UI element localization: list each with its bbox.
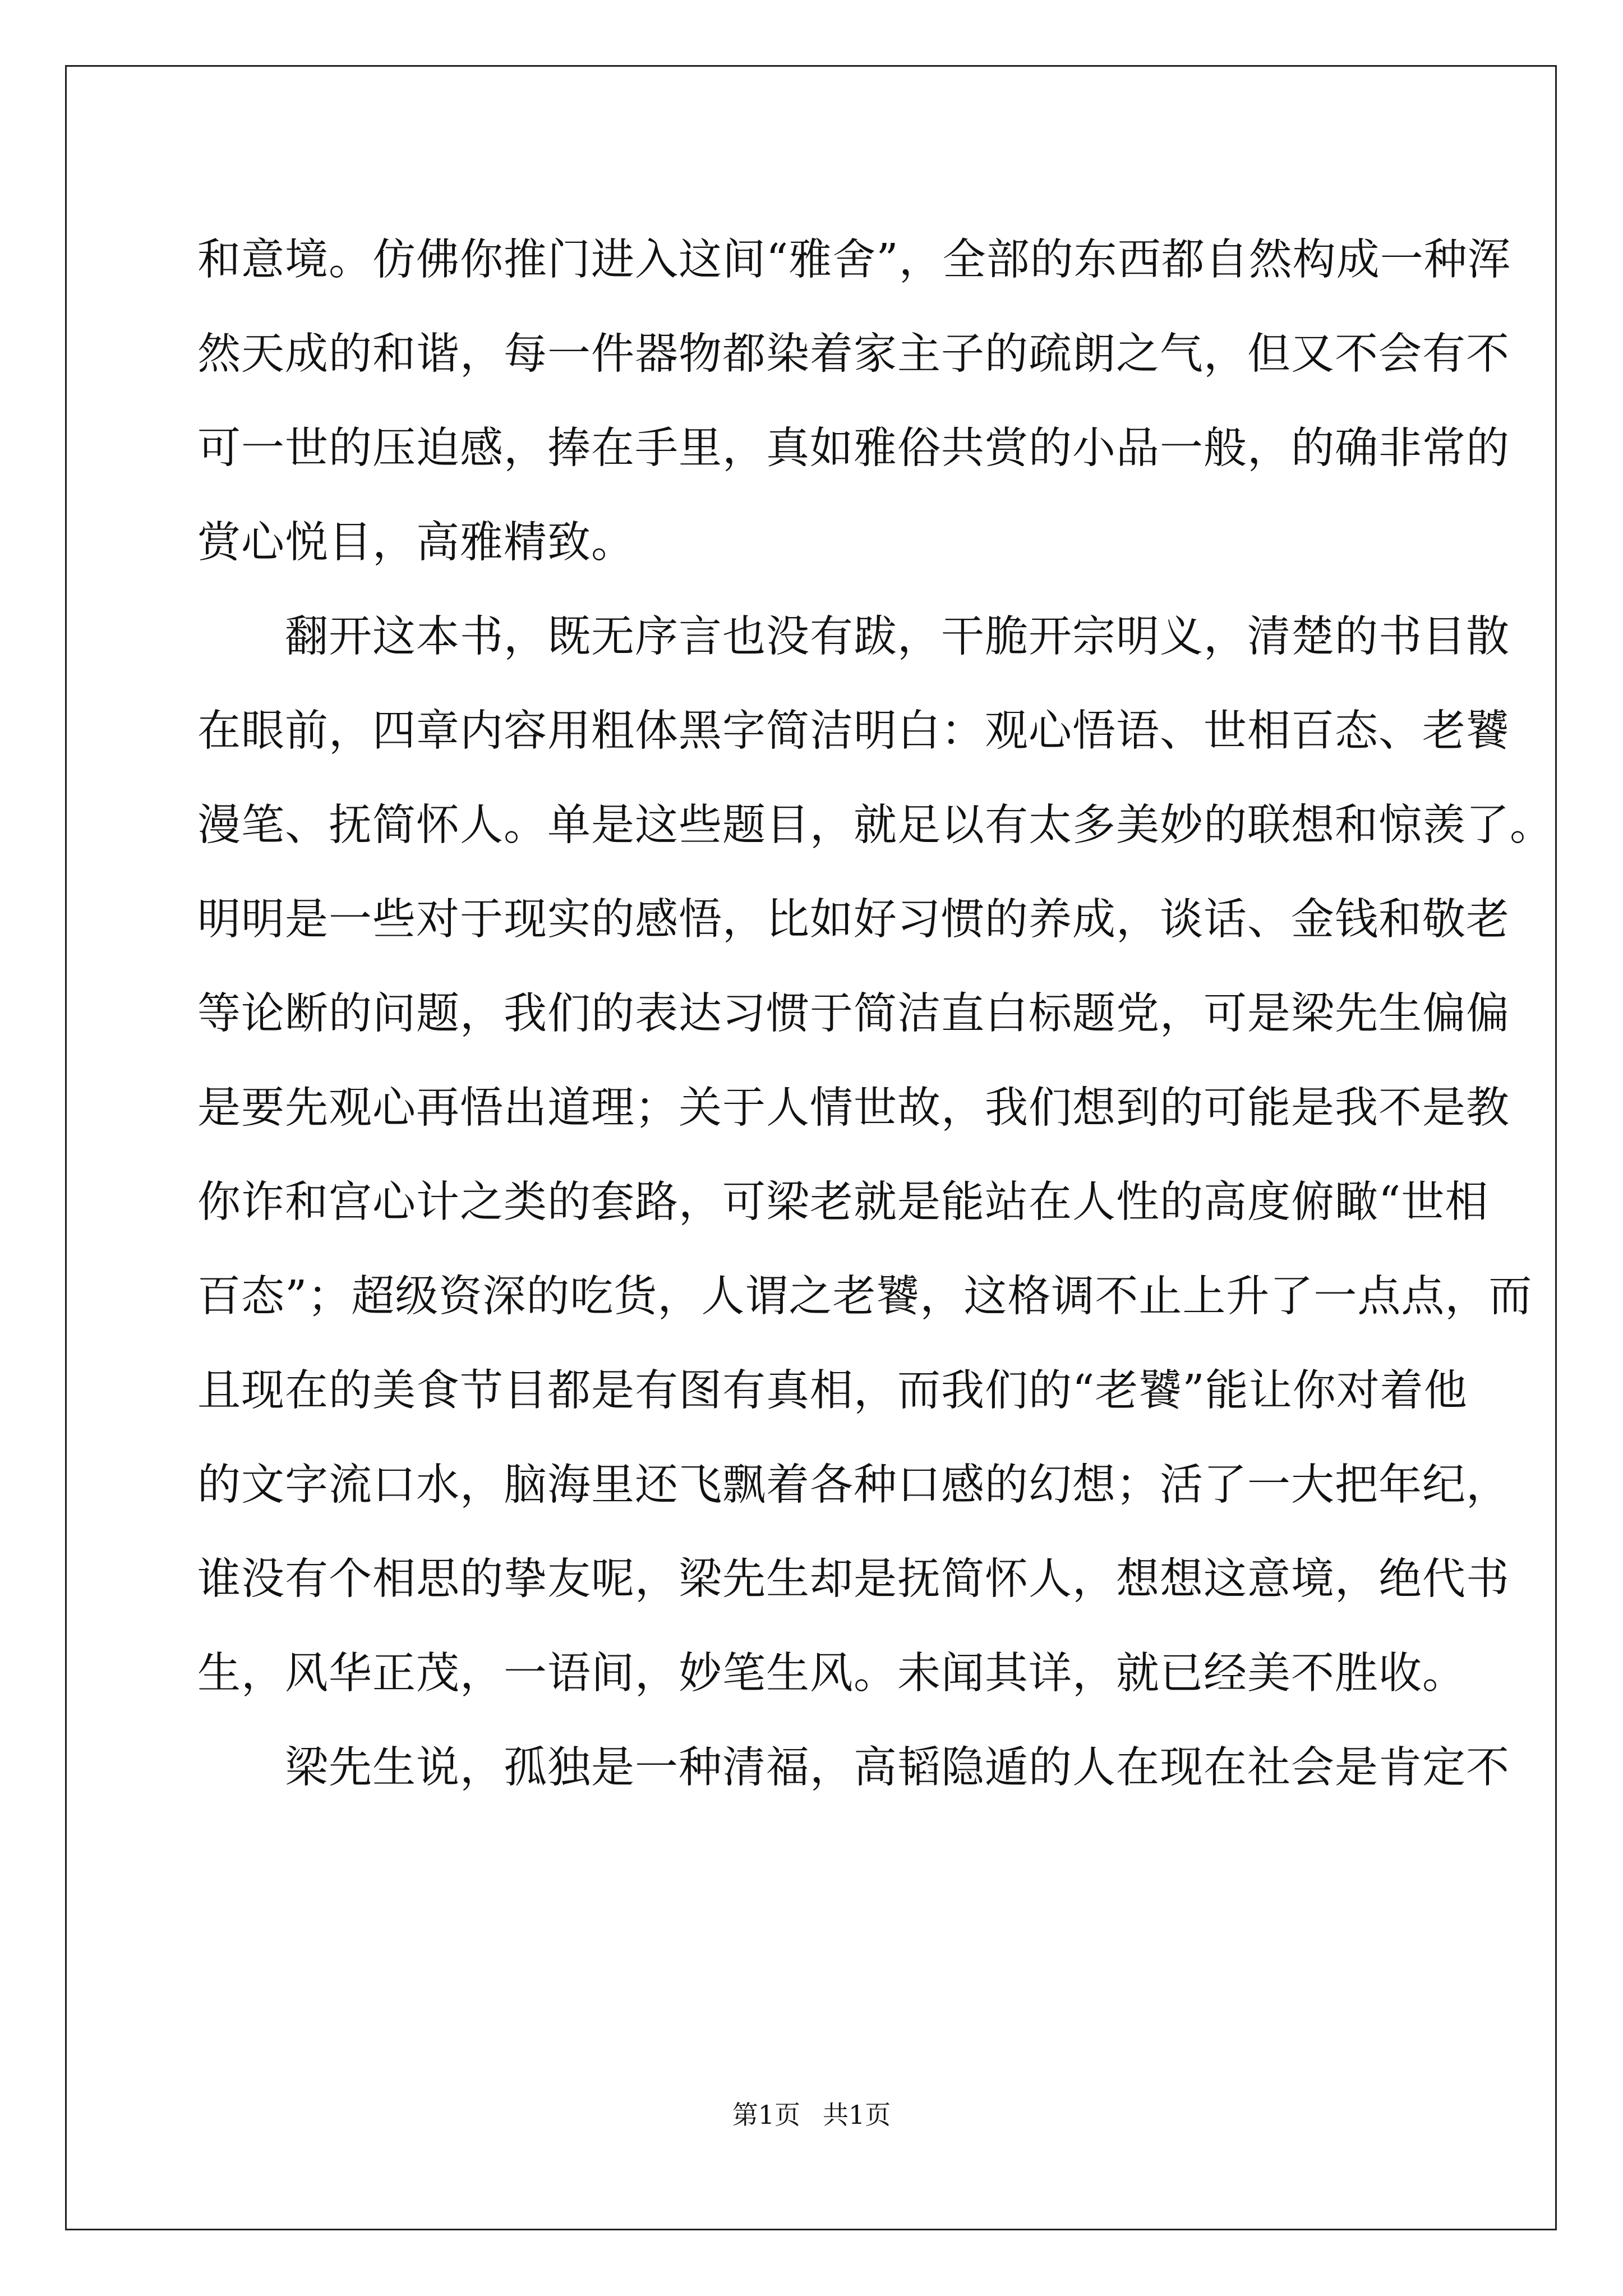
text-line-17: 梁先生说，孤独是一种清福，高韬隐遁的人在现在社会是肯定不 <box>285 1743 1510 1793</box>
text-line-11: 你诈和宫心计之类的套路，可梁老就是能站在人性的高度俯瞰“世相 <box>197 1177 1489 1227</box>
text-line-14: 的文字流口水，脑海里还飞飘着各种口感的幻想；活了一大把年纪， <box>197 1460 1510 1510</box>
page-footer <box>0 2098 1623 2132</box>
text-line-7: 漫笔、抚简怀人。单是这些题目，就足以有太多美妙的联想和惊羡了。 <box>197 800 1553 850</box>
text-line-3: 可一世的压迫感，捧在手里，真如雅俗共赏的小品一般，的确非常的 <box>197 424 1510 473</box>
text-line-8: 明明是一些对于现实的感悟，比如好习惯的养成，谈话、金钱和敬老 <box>197 895 1510 945</box>
text-line-16: 生，风华正茂，一语间，妙笔生风。未闻其详，就已经美不胜收。 <box>197 1649 1466 1699</box>
text-line-1: 和意境。仿佛你推门进入这间“雅舍”，全部的东西都自然构成一种浑 <box>197 235 1511 285</box>
text-line-2: 然天成的和谐，每一件器物都染着家主子的疏朗之气，但又不会有不 <box>197 329 1510 379</box>
text-line-4: 赏心悦目，高雅精致。 <box>197 518 635 568</box>
text-line-12: 百态”；超级资深的吃货，人谓之老饕，这格调不止上升了一点点，而 <box>197 1272 1533 1322</box>
page-number-total: 共1页 <box>823 2100 891 2130</box>
text-line-5: 翻开这本书，既无序言也没有跋，干脆开宗明义，清楚的书目散 <box>285 612 1510 662</box>
text-line-13: 且现在的美食节目都是有图有真相，而我们的“老饕”能让你对着他 <box>197 1366 1468 1416</box>
text-line-10: 是要先观心再悟出道理；关于人情世故，我们想到的可能是我不是教 <box>197 1083 1510 1133</box>
text-line-6: 在眼前，四章内容用粗体黑字简洁明白：观心悟语、世相百态、老饕 <box>197 706 1510 756</box>
page-number-current: 第1页 <box>732 2100 800 2130</box>
text-line-9: 等论断的问题，我们的表达习惯于简洁直白标题党，可是梁先生偏偏 <box>197 989 1510 1039</box>
document-body <box>197 213 1553 1815</box>
text-line-15: 谁没有个相思的挚友呢，梁先生却是抚简怀人，想想这意境，绝代书 <box>197 1554 1510 1604</box>
